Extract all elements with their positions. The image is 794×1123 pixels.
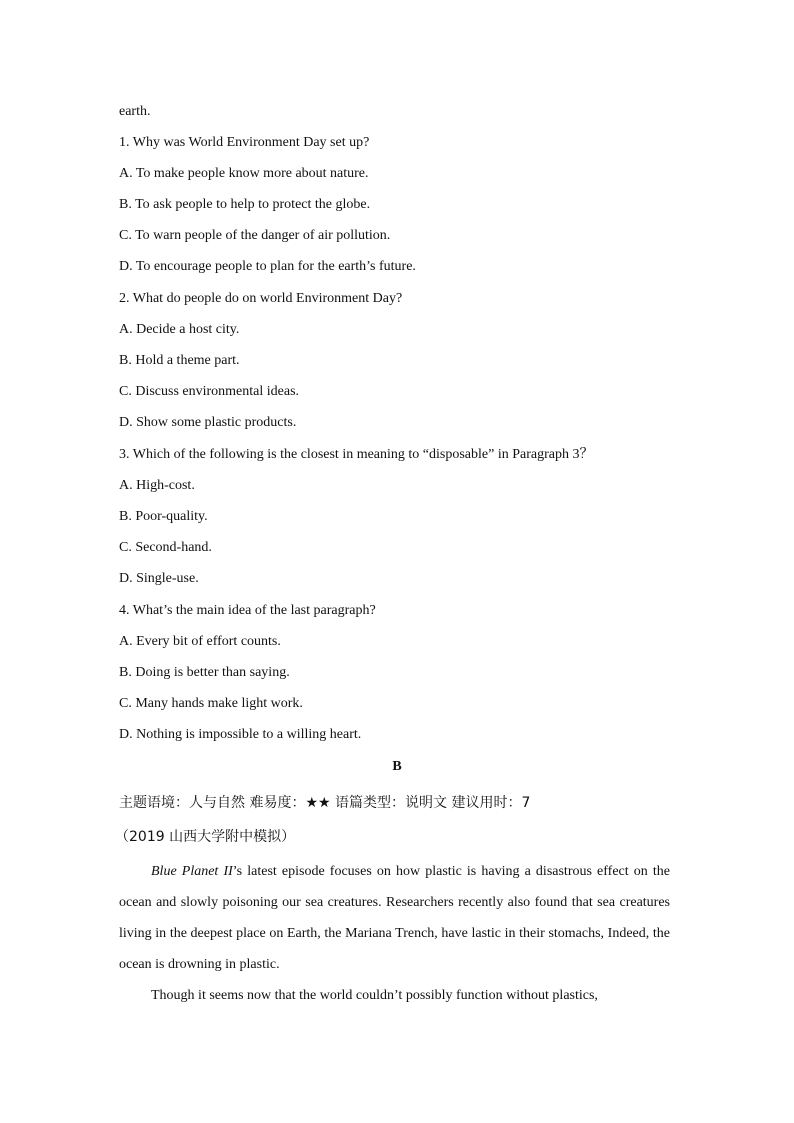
paragraph-1-text: ’s latest episode focuses on how plastic is having a disastrous effect on the ocean and slowly poisoning our sea creatures. Researchers recently also found that sea creatures living in the deepest place on Earth, the Mariana Trench, have lastic in their stomachs, Indeed, the ocean is drowning in plastic. xyxy=(119,864,671,972)
top-fragment: earth. xyxy=(119,104,151,119)
question-2-option-c: C. Discuss environmental ideas. xyxy=(119,384,300,399)
section-heading: B xyxy=(392,759,402,774)
question-4-stem: 4. What’s the main idea of the last paragraph? xyxy=(119,603,376,618)
question-2-stem: 2. What do people do on world Environment Day? xyxy=(119,291,403,306)
meta-line: 主题语境：人与自然 难易度：★★ 语篇类型：说明文 建议用时：7 xyxy=(119,795,531,811)
question-1-option-b: B. To ask people to help to protect the globe. xyxy=(119,197,371,212)
question-4-option-c: C. Many hands make light work. xyxy=(119,696,303,711)
question-4-option-a: A. Every bit of effort counts. xyxy=(119,634,281,649)
question-3-stem: 3. Which of the following is the closest in meaning to “disposable” in Paragraph 3？ xyxy=(119,447,594,462)
title-italic: Blue Planet II xyxy=(151,864,233,879)
source-line: （2019 山西大学附中模拟） xyxy=(115,829,296,845)
passage-paragraph-2: Though it seems now that the world couldn’t possibly function without plastics, xyxy=(151,988,598,1003)
question-4-option-b: B. Doing is better than saying. xyxy=(119,665,290,680)
question-3-option-b: B. Poor-quality. xyxy=(119,509,208,524)
question-3-option-d: D. Single-use. xyxy=(119,571,199,586)
passage xyxy=(119,856,670,1011)
question-1-option-c: C. To warn people of the danger of air pollution. xyxy=(119,228,391,243)
question-3-option-c: C. Second-hand. xyxy=(119,540,212,555)
question-2-option-b: B. Hold a theme part. xyxy=(119,353,240,368)
passage-paragraph-1 xyxy=(119,856,670,980)
question-3-option-a: A. High-cost. xyxy=(119,478,195,493)
question-2-option-d: D. Show some plastic products. xyxy=(119,415,297,430)
question-2-option-a: A. Decide a host city. xyxy=(119,322,240,337)
question-1-option-d: D. To encourage people to plan for the earth’s future. xyxy=(119,259,416,274)
question-1-option-a: A. To make people know more about nature. xyxy=(119,166,369,181)
question-1-stem: 1. Why was World Environment Day set up? xyxy=(119,135,370,150)
question-4-option-d: D. Nothing is impossible to a willing heart. xyxy=(119,727,362,742)
